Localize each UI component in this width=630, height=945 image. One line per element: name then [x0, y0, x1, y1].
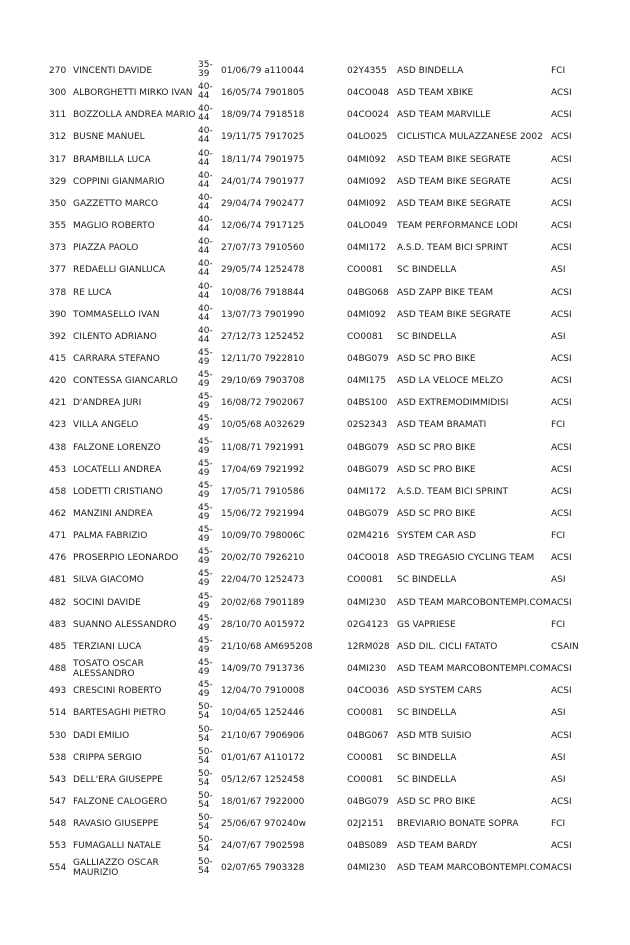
- table-row: [0, 524, 630, 546]
- federation: ACSI: [551, 110, 572, 121]
- birthdate-license: 01/01/67 A110172: [221, 752, 305, 763]
- athlete-name: BRAMBILLA LUCA: [73, 154, 151, 165]
- team-code: 04CO024: [347, 110, 389, 121]
- birthdate-license: 21/10/67 7906906: [221, 730, 305, 741]
- team-code: 04MI172: [347, 243, 387, 254]
- athlete-name: BUSNE MANUEL: [73, 132, 145, 143]
- athlete-name: VILLA ANGELO: [73, 420, 139, 431]
- team-code: CO0081: [347, 265, 384, 276]
- athlete-name: SUANNO ALESSANDRO: [73, 619, 177, 630]
- team-name: SYSTEM CAR ASD: [397, 531, 477, 542]
- table-row: [0, 281, 630, 303]
- row-number: 350: [49, 198, 67, 209]
- row-number: 476: [49, 553, 67, 564]
- federation: FCI: [551, 619, 566, 630]
- table-row: [0, 148, 630, 170]
- athlete-name: PALMA FABRIZIO: [73, 531, 148, 542]
- table-row: [0, 546, 630, 568]
- federation: FCI: [551, 531, 566, 542]
- federation: ASI: [551, 331, 566, 342]
- age-category: 40-44: [198, 170, 213, 190]
- federation: ACSI: [551, 841, 572, 852]
- birthdate-license: 20/02/70 7926210: [221, 553, 305, 564]
- team-code: 04CO018: [347, 553, 389, 564]
- athlete-name: RAVASIO GIUSEPPE: [73, 819, 159, 830]
- team-name: BREVIARIO BONATE SOPRA: [397, 819, 519, 830]
- age-category: 50-54: [198, 746, 213, 766]
- federation: ASI: [551, 774, 566, 785]
- team-code: 04MI230: [347, 597, 387, 608]
- team-code: CO0081: [347, 752, 384, 763]
- age-category: 45-49: [198, 569, 213, 589]
- birthdate-license: 18/11/74 7901975: [221, 154, 305, 165]
- team-name: ASD DIL. CICLI FATATO: [397, 641, 498, 652]
- row-number: 270: [49, 66, 67, 76]
- table-row: [0, 568, 630, 590]
- team-code: 04BG067: [347, 730, 389, 741]
- row-number: 421: [49, 398, 67, 409]
- birthdate-license: 10/09/70 798006C: [221, 531, 305, 542]
- team-code: 04BG079: [347, 796, 389, 807]
- team-name: ASD SC PRO BIKE: [397, 353, 476, 364]
- team-name: ASD TEAM MARCOBONTEMPI.COM: [397, 664, 551, 675]
- table-row: [0, 125, 630, 147]
- team-code: 04CO036: [347, 686, 389, 697]
- federation: CSAIN: [551, 641, 579, 652]
- athlete-name: PIAZZA PAOLO: [73, 243, 139, 254]
- athlete-name: LODETTI CRISTIANO: [73, 486, 163, 497]
- federation: ACSI: [551, 243, 572, 254]
- table-row: [0, 812, 630, 834]
- team-code: 04CO048: [347, 88, 389, 99]
- team-code: 02S2343: [347, 420, 388, 431]
- federation: ACSI: [551, 221, 572, 232]
- birthdate-license: 14/09/70 7913736: [221, 664, 305, 675]
- table-row: [0, 613, 630, 635]
- table-row: [0, 724, 630, 746]
- team-code: 04MI092: [347, 154, 387, 165]
- row-number: 471: [49, 531, 67, 542]
- team-name: ASD TREGASIO CYCLING TEAM: [397, 553, 535, 564]
- athlete-name: FUMAGALLI NATALE: [73, 841, 162, 852]
- team-code: 04BG079: [347, 353, 389, 364]
- table-row: [0, 391, 630, 413]
- team-code: 04MI092: [347, 198, 387, 209]
- athlete-name: LOCATELLI ANDREA: [73, 464, 162, 475]
- athlete-name: REDAELLI GIANLUCA: [73, 265, 166, 276]
- team-name: ASD TEAM MARCOBONTEMPI.COM: [397, 597, 551, 608]
- team-name: SC BINDELLA: [397, 774, 457, 785]
- birthdate-license: 20/02/68 7901189: [221, 597, 305, 608]
- team-code: 04BG079: [347, 442, 389, 453]
- federation: ACSI: [551, 176, 572, 187]
- age-category: 45-49: [198, 503, 213, 522]
- age-category: 50-54: [198, 790, 213, 810]
- row-number: 547: [49, 796, 67, 807]
- row-number: 554: [49, 863, 67, 874]
- federation: ACSI: [551, 198, 572, 209]
- team-code: 04BG068: [347, 287, 389, 298]
- team-code: 12RM028: [347, 641, 390, 652]
- federation: ACSI: [551, 398, 572, 409]
- team-name: ASD SC PRO BIKE: [397, 464, 476, 475]
- row-number: 530: [49, 730, 67, 741]
- birthdate-license: 21/10/68 AM695208: [221, 641, 313, 652]
- table-row: [0, 834, 630, 856]
- age-category: 45-49: [198, 613, 213, 633]
- age-category: 40-44: [198, 215, 213, 235]
- athlete-name: VINCENTI DAVIDE: [73, 66, 153, 76]
- table-row: [0, 347, 630, 369]
- team-name: ASD TEAM BARDY: [397, 841, 478, 852]
- table-row: [0, 303, 630, 325]
- athlete-name: ALBORGHETTI MIRKO IVAN: [73, 88, 193, 99]
- team-code: 04MI175: [347, 376, 387, 387]
- federation: ACSI: [551, 154, 572, 165]
- team-name: SC BINDELLA: [397, 265, 457, 276]
- row-number: 483: [49, 619, 67, 630]
- row-number: 538: [49, 752, 67, 763]
- row-number: 415: [49, 353, 67, 364]
- age-category: 50-54: [198, 768, 213, 788]
- age-category: 45-49: [198, 347, 213, 367]
- table-row: [0, 192, 630, 214]
- federation: FCI: [551, 819, 566, 830]
- row-number: 458: [49, 486, 67, 497]
- birthdate-license: 24/07/67 7902598: [221, 841, 305, 852]
- row-number: 329: [49, 176, 67, 187]
- team-code: 02M4216: [347, 531, 390, 542]
- row-number: 482: [49, 597, 67, 608]
- team-name: ASD TEAM XBIKE: [397, 88, 474, 99]
- athlete-name: CRIPPA SERGIO: [73, 752, 142, 763]
- athlete-name: TOMMASELLO IVAN: [73, 309, 160, 320]
- federation: ACSI: [551, 353, 572, 364]
- team-name: ASD MTB SUISIO: [397, 730, 472, 741]
- team-code: 04MI092: [347, 176, 387, 187]
- age-category: 50-54: [198, 724, 213, 744]
- birthdate-license: 18/09/74 7918518: [221, 110, 305, 121]
- athlete-name: D'ANDREA JURI: [73, 398, 142, 409]
- team-code: 04MI092: [347, 309, 387, 320]
- team-name: ASD EXTREMODIMMIDISI: [397, 398, 509, 409]
- athlete-name: FALZONE CALOGERO: [73, 796, 168, 807]
- athlete-name: MANZINI ANDREA: [73, 509, 153, 519]
- age-category: 40-44: [198, 259, 213, 279]
- team-code: 02J2151: [347, 819, 385, 830]
- row-number: 543: [49, 774, 67, 785]
- row-number: 481: [49, 575, 67, 586]
- federation: ACSI: [551, 376, 572, 387]
- row-number: 514: [49, 708, 67, 719]
- team-code: 04BG079: [347, 509, 389, 519]
- age-category: 45-49: [198, 525, 213, 545]
- age-category: 45-49: [198, 658, 213, 678]
- age-category: 50-54: [198, 835, 213, 855]
- birthdate-license: 29/10/69 7903708: [221, 376, 305, 387]
- row-number: 355: [49, 221, 67, 232]
- federation: ACSI: [551, 88, 572, 99]
- federation: ACSI: [551, 309, 572, 320]
- team-code: 02Y4355: [347, 66, 387, 76]
- table-row: [0, 258, 630, 280]
- federation: FCI: [551, 420, 566, 431]
- row-number: 311: [49, 110, 67, 121]
- team-code: 04BS100: [347, 398, 388, 409]
- federation: ASI: [551, 708, 566, 719]
- federation: ACSI: [551, 287, 572, 298]
- table-row: [0, 413, 630, 435]
- birthdate-license: 10/04/65 1252446: [221, 708, 305, 719]
- table-row: [0, 480, 630, 502]
- age-category: 45-49: [198, 370, 213, 390]
- table-row: [0, 679, 630, 701]
- table-row: [0, 214, 630, 236]
- federation: ACSI: [551, 132, 572, 143]
- team-code: 04BS089: [347, 841, 388, 852]
- team-name: ASD TEAM BIKE SEGRATE: [397, 176, 511, 187]
- birthdate-license: 16/05/74 7901805: [221, 88, 305, 99]
- table-row: [0, 325, 630, 347]
- table-row: [0, 236, 630, 258]
- athlete-name: RE LUCA: [73, 287, 112, 298]
- team-name: ASD TEAM MARVILLE: [397, 110, 491, 121]
- age-category: 40-44: [198, 148, 213, 168]
- team-name: ASD ZAPP BIKE TEAM: [397, 287, 494, 298]
- row-number: 553: [49, 841, 67, 852]
- row-number: 377: [49, 265, 67, 276]
- table-row: [0, 103, 630, 125]
- table-row: [0, 635, 630, 657]
- age-category: 40-44: [198, 126, 213, 146]
- team-code: 02G4123: [347, 619, 389, 630]
- table-row: [0, 458, 630, 480]
- age-category: 45-49: [198, 458, 213, 478]
- table-row: [0, 170, 630, 192]
- team-name: ASD SC PRO BIKE: [397, 442, 476, 453]
- federation: ACSI: [551, 597, 572, 608]
- federation: ASI: [551, 575, 566, 586]
- federation: ACSI: [551, 553, 572, 564]
- federation: ACSI: [551, 464, 572, 475]
- team-code: 04LO049: [347, 221, 388, 232]
- age-category: 40-44: [198, 237, 213, 257]
- table-row: [0, 81, 630, 103]
- birthdate-license: 12/04/70 7910008: [221, 686, 305, 697]
- row-number: 438: [49, 442, 67, 453]
- table-row: [0, 856, 630, 878]
- table-row: [0, 502, 630, 524]
- athlete-name: BARTESAGHI PIETRO: [73, 708, 166, 719]
- birthdate-license: 10/05/68 A032629: [221, 420, 305, 431]
- row-number: 453: [49, 464, 67, 475]
- birthdate-license: 25/06/67 970240w: [221, 819, 306, 830]
- age-category: 40-44: [198, 82, 213, 102]
- team-name: CICLISTICA MULAZZANESE 2002: [397, 132, 543, 143]
- age-category: 45-49: [198, 591, 213, 611]
- federation: ASI: [551, 265, 566, 276]
- birthdate-license: 16/08/72 7902067: [221, 398, 305, 409]
- federation: ACSI: [551, 863, 572, 874]
- age-category: 40-44: [198, 192, 213, 212]
- table-row: [0, 746, 630, 768]
- birthdate-license: 19/11/75 7917025: [221, 132, 305, 143]
- age-category: 50-54: [198, 857, 213, 877]
- birthdate-license: 15/06/72 7921994: [221, 509, 305, 519]
- athlete-name: SOCINI DAVIDE: [73, 597, 141, 608]
- table-row: [0, 59, 630, 81]
- age-category: 45-49: [198, 436, 213, 456]
- row-number: 485: [49, 641, 67, 652]
- age-category: 45-49: [198, 635, 213, 655]
- row-number: 312: [49, 132, 67, 143]
- athlete-name: DELL'ERA GIUSEPPE: [73, 774, 163, 785]
- federation: ACSI: [551, 664, 572, 675]
- row-number: 390: [49, 309, 67, 320]
- birthdate-license: 29/05/74 1252478: [221, 265, 305, 276]
- federation: FCI: [551, 66, 566, 76]
- birthdate-license: 10/08/76 7918844: [221, 287, 305, 298]
- team-name: ASD TEAM BIKE SEGRATE: [397, 154, 511, 165]
- birthdate-license: 27/07/73 7910560: [221, 243, 305, 254]
- table-row: [0, 436, 630, 458]
- birthdate-license: 22/04/70 1252473: [221, 575, 305, 586]
- age-category: 45-49: [198, 547, 213, 567]
- team-name: SC BINDELLA: [397, 331, 457, 342]
- team-code: 04MI230: [347, 863, 387, 874]
- row-number: 378: [49, 287, 67, 298]
- athlete-name: COPPINI GIANMARIO: [73, 176, 165, 187]
- federation: ACSI: [551, 686, 572, 697]
- birthdate-license: 29/04/74 7902477: [221, 198, 305, 209]
- row-number: 373: [49, 243, 67, 254]
- row-number: 317: [49, 154, 67, 165]
- athlete-name: SILVA GIACOMO: [73, 575, 144, 586]
- age-category: 40-44: [198, 303, 213, 323]
- birthdate-license: 13/07/73 7901990: [221, 309, 305, 320]
- table-row: [0, 657, 630, 679]
- team-name: ASD TEAM BIKE SEGRATE: [397, 198, 511, 209]
- team-name: A.S.D. TEAM BICI SPRINT: [397, 486, 508, 497]
- age-category: 45-49: [198, 392, 213, 412]
- team-code: 04BG079: [347, 464, 389, 475]
- birthdate-license: 12/11/70 7922810: [221, 353, 305, 364]
- birthdate-license: 28/10/70 A015972: [221, 619, 305, 630]
- team-name: ASD BINDELLA: [397, 66, 464, 76]
- team-name: ASD TEAM MARCOBONTEMPI.COM: [397, 863, 551, 874]
- birthdate-license: 17/04/69 7921992: [221, 464, 305, 475]
- federation: ACSI: [551, 730, 572, 741]
- age-category: 45-49: [198, 680, 213, 700]
- team-name: ASD SC PRO BIKE: [397, 796, 476, 807]
- age-category: 50-54: [198, 813, 213, 833]
- birthdate-license: 27/12/73 1252452: [221, 331, 305, 342]
- row-number: 488: [49, 664, 67, 675]
- federation: ACSI: [551, 486, 572, 497]
- table-row: [0, 701, 630, 723]
- row-number: 493: [49, 686, 67, 697]
- birthdate-license: 18/01/67 7922000: [221, 796, 305, 807]
- team-name: SC BINDELLA: [397, 752, 457, 763]
- athlete-name: PROSERPIO LEONARDO: [73, 553, 179, 564]
- team-code: 04LO025: [347, 132, 388, 143]
- age-category: 35-39: [198, 60, 213, 79]
- team-code: 04MI172: [347, 486, 387, 497]
- athlete-name: CRESCINI ROBERTO: [73, 686, 162, 697]
- birthdate-license: 02/07/65 7903328: [221, 863, 305, 874]
- team-code: 04MI230: [347, 664, 387, 675]
- federation: ACSI: [551, 509, 572, 519]
- row-number: 462: [49, 509, 67, 519]
- team-code: CO0081: [347, 575, 384, 586]
- birthdate-license: 17/05/71 7910586: [221, 486, 305, 497]
- team-code: CO0081: [347, 774, 384, 785]
- athlete-name: CARRARA STEFANO: [73, 353, 160, 364]
- age-category: 40-44: [198, 281, 213, 301]
- athlete-name: FALZONE LORENZO: [73, 442, 161, 453]
- row-number: 392: [49, 331, 67, 342]
- team-name: GS VAPRIESE: [397, 619, 456, 630]
- team-name: ASD SYSTEM CARS: [397, 686, 482, 697]
- birthdate-license: 24/01/74 7901977: [221, 176, 305, 187]
- age-category: 50-54: [198, 702, 213, 722]
- team-name: SC BINDELLA: [397, 708, 457, 719]
- team-name: ASD LA VELOCE MELZO: [397, 376, 504, 387]
- athlete-name: CONTESSA GIANCARLO: [73, 376, 178, 387]
- row-number: 300: [49, 88, 67, 99]
- federation: ACSI: [551, 796, 572, 807]
- row-number: 423: [49, 420, 67, 431]
- team-name: A.S.D. TEAM BICI SPRINT: [397, 243, 508, 254]
- birthdate-license: 11/08/71 7921991: [221, 442, 305, 453]
- birthdate-license: 01/06/79 a110044: [221, 66, 305, 76]
- team-name: ASD TEAM BIKE SEGRATE: [397, 309, 511, 320]
- table-row: [0, 768, 630, 790]
- table-row: [0, 591, 630, 613]
- team-name: ASD SC PRO BIKE: [397, 509, 476, 519]
- team-name: SC BINDELLA: [397, 575, 457, 586]
- age-category: 40-44: [198, 325, 213, 345]
- athlete-name: DADI EMILIO: [73, 730, 130, 741]
- athlete-name: GALLIAZZO OSCAR MAURIZIO: [73, 858, 159, 879]
- athlete-name: CILENTO ADRIANO: [73, 331, 157, 342]
- athlete-name: TOSATO OSCAR ALESSANDRO: [73, 659, 144, 680]
- table-row: [0, 790, 630, 812]
- athlete-name: BOZZOLLA ANDREA MARIO: [73, 110, 196, 121]
- team-code: CO0081: [347, 708, 384, 719]
- row-number: 420: [49, 376, 67, 387]
- birthdate-license: 12/06/74 7917125: [221, 221, 305, 232]
- athlete-name: TERZIANI LUCA: [73, 641, 142, 652]
- federation: ACSI: [551, 442, 572, 453]
- birthdate-license: 05/12/67 1252458: [221, 774, 305, 785]
- table-row: [0, 369, 630, 391]
- age-category: 45-49: [198, 480, 213, 500]
- age-category: 45-49: [198, 414, 213, 434]
- team-name: TEAM PERFORMANCE LODI: [397, 221, 518, 232]
- team-code: CO0081: [347, 331, 384, 342]
- federation: ASI: [551, 752, 566, 763]
- team-name: ASD TEAM BRAMATI: [397, 420, 487, 431]
- age-category: 40-44: [198, 104, 213, 124]
- athlete-name: MAGLIO ROBERTO: [73, 221, 155, 232]
- row-number: 548: [49, 819, 67, 830]
- athlete-name: GAZZETTO MARCO: [73, 198, 159, 209]
